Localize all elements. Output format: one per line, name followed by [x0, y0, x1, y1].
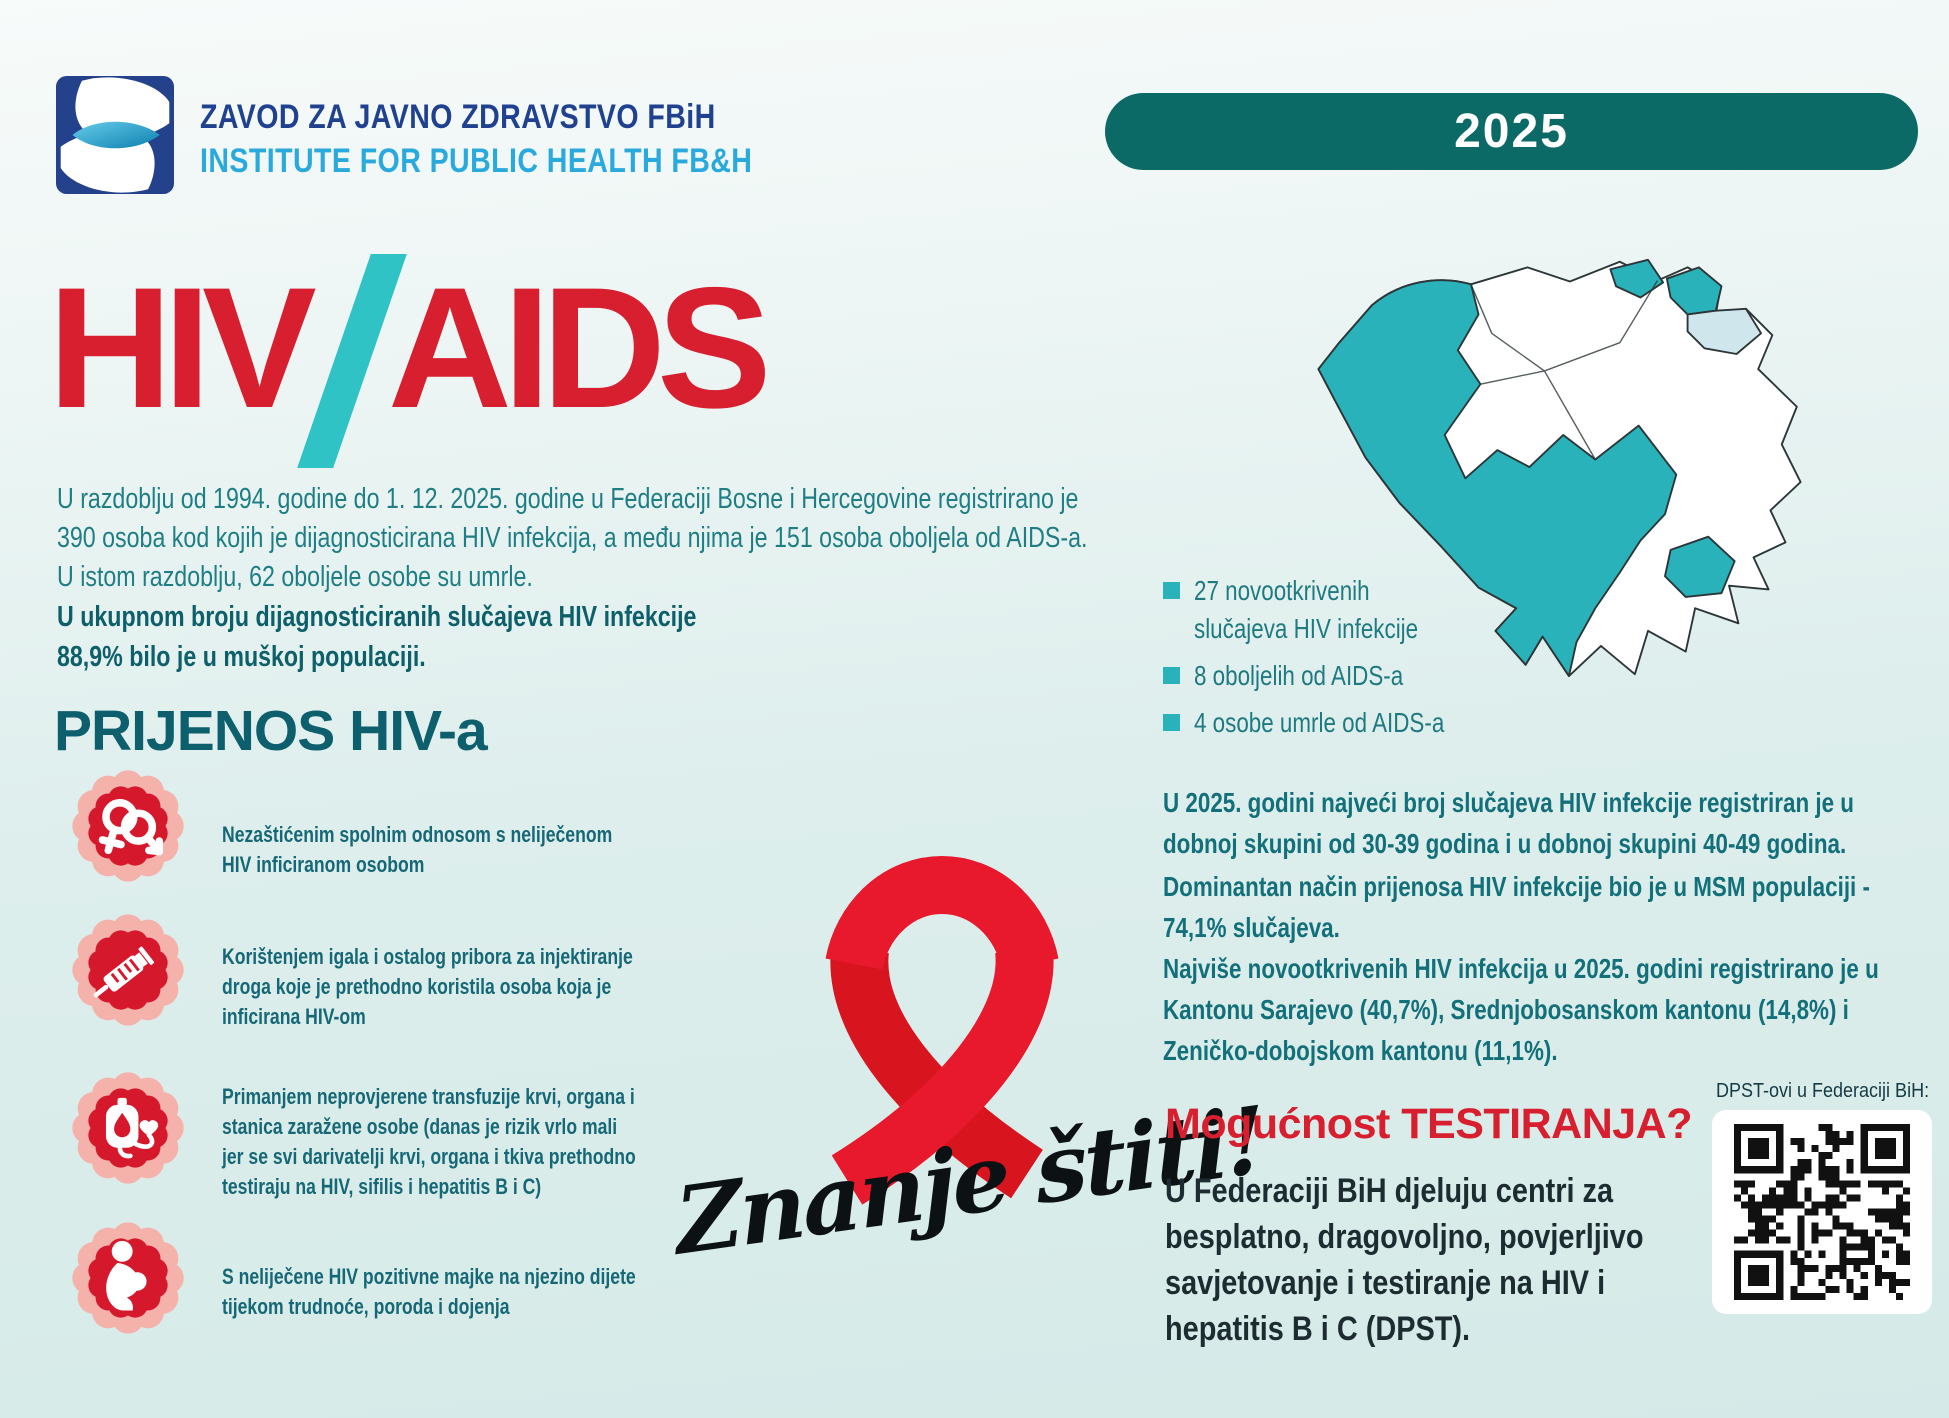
- testing-body: U Federaciji BiH djeluju centri za besplatno, dragovoljno, povjerljivo savjetovanje i testiranje na HIV i hepatitis B i C (DPST).: [1165, 1172, 1644, 1348]
- year-badge-label: 2025: [1454, 105, 1569, 158]
- page-title: [48, 252, 763, 468]
- stat-bullet-square: [1163, 582, 1180, 599]
- gender-symbols-icon: [70, 768, 186, 884]
- institute-logo-icon: [56, 76, 174, 194]
- slogan-handwritten: Znanje štiti!: [672, 1085, 1267, 1276]
- title-hiv: HIV: [48, 252, 308, 444]
- transmission-item-text: Primanjem neprovjerene transfuzije krvi, organa i stanica zaražene osobe (danas je rizik vrlo mali jer se svi darivatelji krvi, organa i tkiva prethodno testiraju na HIV, sifilis i hepatitis B i C): [222, 1084, 636, 1199]
- pregnant-woman-icon: [70, 1220, 186, 1336]
- qr-label: DPST-ovi u Federaciji BiH:: [1716, 1080, 1930, 1102]
- stats-age-groups: U 2025. godini najveći broj slučajeva HIV infekcije registriran je u dobnoj skupini od 30-39 godina i u dobnoj skupini 40-49 godina.: [1163, 787, 1854, 859]
- stats-cantons: Najviše novootkrivenih HIV infekcija u 2025. godini registrirano je u Kantonu Sarajevo (40,7%), Srednjobosanskom kantonu (14,8%) i Zeničko-dobojskom kantonu (11,1%).: [1163, 953, 1879, 1066]
- map-stat-text: 27 novootkrivenih slučajeva HIV infekcije: [1194, 575, 1419, 644]
- institute-name-bosnian: ZAVOD ZA JAVNO ZDRAVSTVO FBiH: [200, 98, 716, 136]
- transmission-item-text: Korištenjem igala i ostalog pribora za injektiranje droga koje je prethodno koristila osoba koja je inficirana HIV-om: [222, 944, 633, 1029]
- stat-bullet-square: [1163, 714, 1180, 731]
- map-stat-text: 8 oboljelih od AIDS-a: [1194, 660, 1404, 691]
- transmission-item-text: Nezaštićenim spolnim odnosom s neliječenom HIV inficiranom osobom: [222, 822, 613, 877]
- transmission-heading: PRIJENOS HIV-a: [54, 699, 487, 763]
- institute-name-english: INSTITUTE FOR PUBLIC HEALTH FB&H: [200, 142, 753, 180]
- map-stat-item: [1163, 572, 1583, 648]
- male-population-stat: U ukupnom broju dijagnosticiranih slučajeva HIV infekcije 88,9% bilo je u muškoj populaciji.: [57, 601, 697, 673]
- intro-paragraph: U razdoblju od 1994. godine do 1. 12. 2025. godine u Federaciji Bosne i Hercegovine registrirano je 390 osoba kod kojih je dijagnosticirana HIV infekcija, a među njima je 151 osoba oboljela od AIDS-a. U istom razdoblju, 62 oboljele osobe su umrle.: [57, 483, 1088, 593]
- year-badge: [1105, 93, 1918, 170]
- map-stat-item: [1163, 704, 1583, 742]
- testing-heading: Mogućnost TESTIRANJA?: [1165, 1100, 1692, 1148]
- syringe-icon: [70, 912, 186, 1028]
- transmission-item-text: S neliječene HIV pozitivne majke na njezino dijete tijekom trudnoće, poroda i dojenja: [222, 1264, 636, 1319]
- map-stat-list: [1163, 572, 1583, 751]
- blood-transfusion-icon: [70, 1070, 186, 1186]
- stat-bullet-square: [1163, 667, 1180, 684]
- institute-wordmark: [200, 100, 858, 178]
- stats-transmission-mode: Dominantan način prijenosa HIV infekcije bio je u MSM populaciji - 74,1% slučajeva.: [1163, 871, 1870, 943]
- title-aids: AIDS: [387, 252, 763, 444]
- map-stat-item: [1163, 657, 1583, 695]
- qr-card: [1712, 1110, 1932, 1314]
- qr-code: [1734, 1124, 1910, 1300]
- map-stat-text: 4 osobe umrle od AIDS-a: [1194, 707, 1445, 738]
